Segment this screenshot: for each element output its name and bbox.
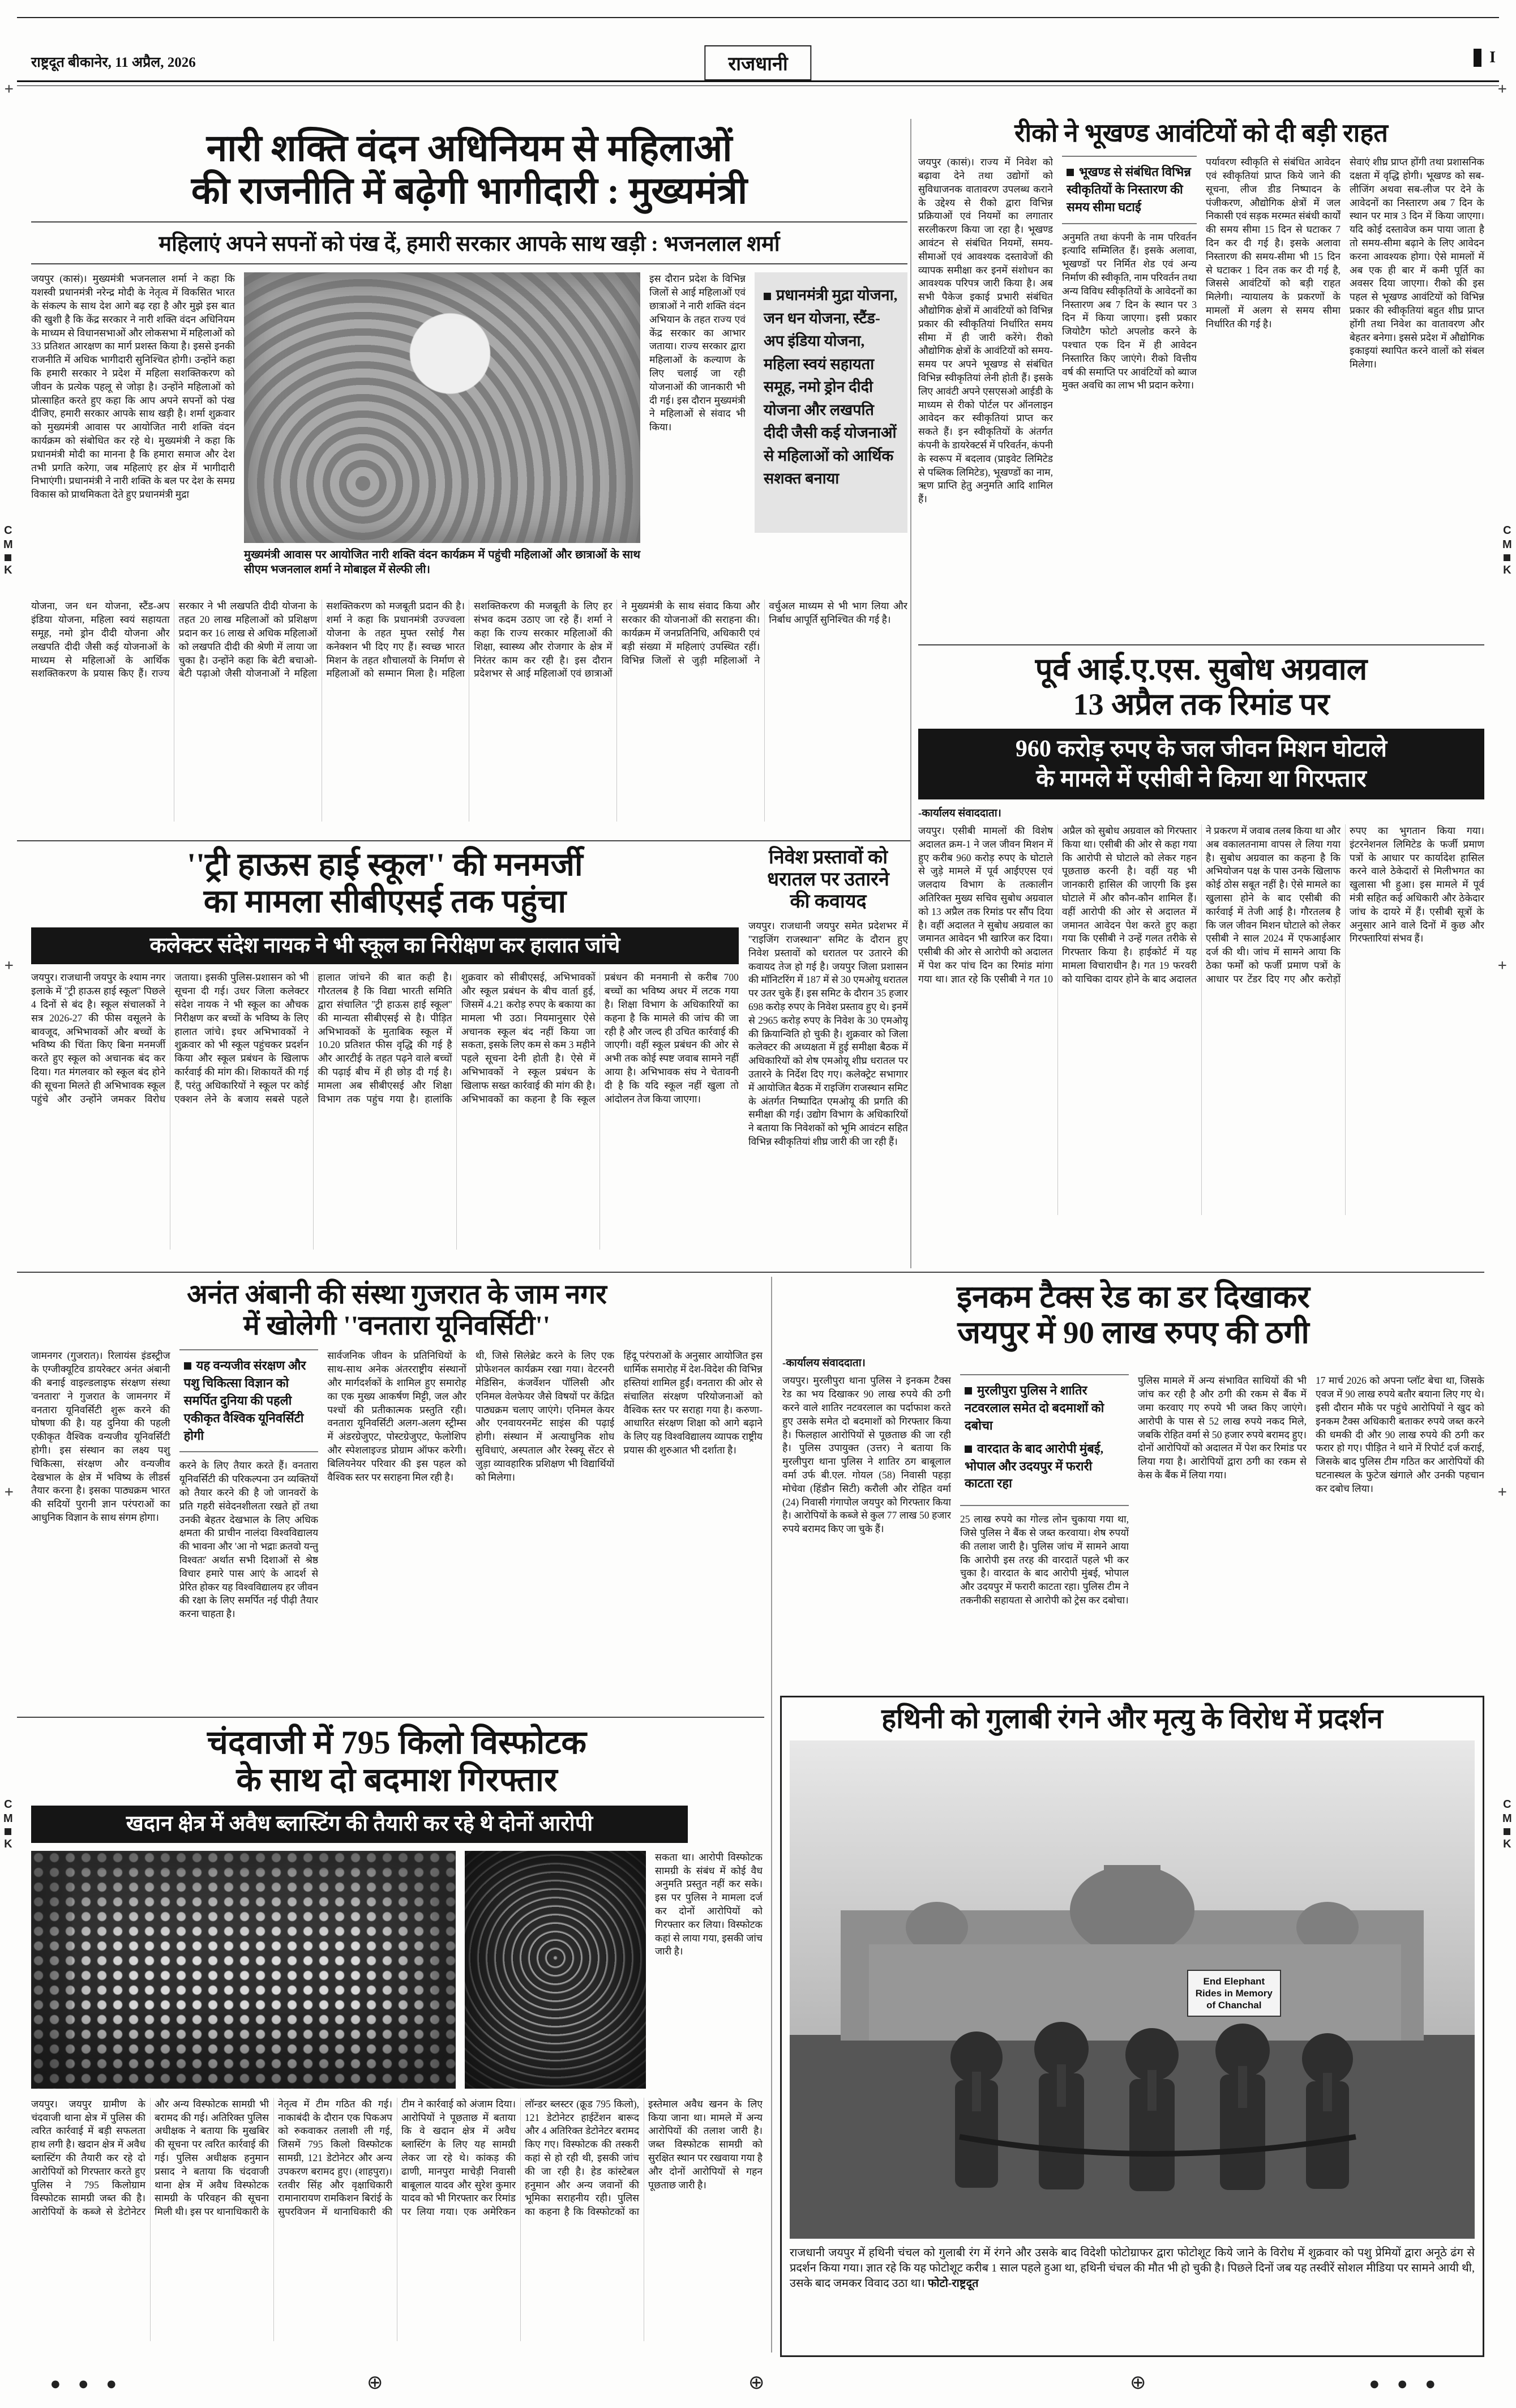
top-rule	[17, 17, 1499, 18]
body-column-text: अनुमति तथा कंपनी के नाम परिवर्तन इत्यादि सम्मिलित हैं। इसके अलावा, भूखण्डों पर निर्मित शेड एवं अन्य निर्माण की स्वीकृति, नाम परिवर्तन तथा अन्य विविध स्वीकृतियों के आवेदनों का निस्तारण अब 7 दिन के स्थान पर 3 दिन में किया जाएगा। इसी प्रकार जियोटैग फोटो अपलोड करने के पश्चात एक दिन में ही आवेदन निस्तारित किए जाएंगे। रीको वित्तीय वर्ष की समाप्ति पर आवंटियों को ब्याज मुक्त अवधि का लाभ भी प्रदान करेगा।	[1062, 231, 1197, 391]
article-tree-house	[31, 847, 739, 1267]
bullet-box: मुरलीपुरा पुलिस ने शातिर नटवरलाल समेत दो बदमाशों को दबोचा वारदात के बाद आरोपी मुंबई, भोपाल और उदयपुर में फरारी काटता रहा	[960, 1374, 1129, 1506]
body-column: 17 मार्च 2026 को अपना प्लॉट बेचा था, जिसके एवज में 90 लाख रुपये बतौर बयाना लिए गए थे। इसी दौरान मौके पर पहुंचे आरोपियों ने खुद को इनकम टैक्स अधिकारी बताकर रुपये जब्त करने की धमकी दी और 90 लाख रुपये की ठगी कर फरार हो गए। पीड़ित ने थाने में रिपोर्ट दर्ज कराई, जिसके बाद पुलिस टीम गठित कर आरोपियों की घटनास्थल के फुटेज खंगाले और उनकी पहचान कर दबोच लिया।	[1316, 1375, 1484, 1494]
bullet-square-icon	[764, 293, 771, 300]
registration-mark: ⊕	[1130, 2371, 1146, 2394]
protest-sign: End Elephant Rides in Memory of Chanchal	[1187, 1970, 1281, 2017]
body-column: थी, जिसे सिलेब्रेट करने के लिए एक प्रोफेशनल कार्यक्रम रखा गया। वेटरनरी मेडिसिन, कंजर्वेशन पॉलिसी और एनिमल वेलफेयर जैसे विषयों पर केंद्रित पाठ्यक्रम चलाए जाएंगे। एनिमल केयर और एनवायरनमेंट साइंस की पढ़ाई होगी। संस्थान में अत्याधुनिक शोध सुविधाएं, अस्पताल और रेस्क्यू सेंटर से जुड़ा व्यावहारिक प्रशिक्षण भी विद्यार्थियों को मिलेगा।	[475, 1350, 615, 1483]
body-bottom: योजना, जन धन योजना, स्टैंड-अप इंडिया योजना, महिला स्वयं सहायता समूह, नमो ड्रोन दीदी योजना और लखपति दीदी जैसी कई योजनाओं के माध्यम से महिलाओं के आर्थिक सशक्तिकरण के प्रयास किए हैं। राज्य सरकार ने भी लखपति दीदी योजना के तहत 20 लाख महिलाओं को प्रशिक्षण प्रदान कर 16 लाख से अधिक महिलाओं को लखपति दीदी की श्रेणी में लाया जा चुका है। उन्होंने कहा कि बेटी बचाओ-बेटी पढ़ाओ जैसी योजनाओं ने महिला सशक्तिकरण को मजबूती प्रदान की है। शर्मा ने कहा कि प्रधानमंत्री उज्ज्वला योजना के तहत मुफ्त रसोई गैस कनेक्शन भी दिए गए हैं। स्वच्छ भारत मिशन के तहत शौचालयों के निर्माण से महिलाओं को सम्मान मिला है। महिला सशक्तिकरण की मजबूती के लिए हर संभव कदम उठाए जा रहे हैं। शर्मा ने कहा कि राज्य सरकार महिलाओं की शिक्षा, स्वास्थ्य और रोजगार के क्षेत्र में निरंतर काम कर रही है। इस दौरान प्रदेशभर से आई महिलाओं एवं छात्राओं ने मुख्यमंत्री के साथ संवाद किया और सरकार की योजनाओं की सराहना की। कार्यक्रम में जनप्रतिनिधि, अधिकारी एवं बड़ी संख्या में महिलाएं उपस्थित रहीं। विभिन्न जिलों से जुड़ी महिलाओं ने वर्चुअल माध्यम से भी भाग लिया और निर्बाध आपूर्ति सुनिश्चित की गई है।	[31, 600, 907, 679]
photo-credit: फोटो-राष्ट्रदूत	[927, 2277, 979, 2290]
article-body: जयपुर। एसीबी मामलों की विशेष अदालत क्रम-1 ने जल जीवन मिशन में हुए करीब 960 करोड़ रुपए के घोटाले से जुड़े मामले में पूर्व आईएएस एवं जलदाय विभाग के तत्कालीन अतिरिक्त मुख्य सचिव सुबोध अग्रवाल को 13 अप्रैल तक रिमांड पर सौंप दिया है। वहीं अदालत ने सुबोध अग्रवाल का जमानत आवेदन भी खारिज कर दिया। एसीबी की ओर से आरोपी को अदालत में पेश कर पांच दिन का रिमांड मांगा गया था। ज्ञात रहे कि एसीबी ने गत 10 अप्रैल को सुबोध अग्रवाल को गिरफ्तार किया था। एसीबी की ओर से कहा गया कि आरोपी से घोटाले को लेकर गहन पूछताछ करनी है। वहीं यह भी जानकारी हासिल की जाएगी कि इस घोटाले में और कौन-कौन शामिल हैं। वहीं आरोपी की ओर से अदालत में जमानत आवेदन पेश करते हुए कहा गया कि एसीबी ने उन्हें गलत तरीके से गिरफ्तार किया है। हाईकोर्ट में यह मामला विचाराधीन है। गत 19 फरवरी को याचिका दायर होने के बाद अदालत ने प्रकरण में जवाब तलब किया था और अब वकालतनामा वापस ले लिया गया है। सुबोध अग्रवाल का कहना है कि अभियोजन पक्ष के पास उनके खिलाफ कोई ठोस सबूत नहीं है। ऐसे मामले का खुलासा होने के बाद एसीबी की कार्रवाई में तेजी आई है। गौरतलब है कि जल जीवन मिशन घोटाले को लेकर एसीबी ने साल 2024 में एफआईआर दर्ज की थी। जांच में सामने आया कि ठेका फर्मों को फर्जी प्रमाण पत्रों के आधार पर टेंडर दिए गए और करोड़ों रुपए का भुगतान किया गया। इंटरनेशनल लिमिटेड के फर्जी प्रमाण पत्रों के आधार पर कार्यादेश हासिल करने वाले ठेकेदारों से मिलीभगत का खुलासा भी हुआ। इस मामले में पूर्व मंत्री सहित कई अधिकारी और ठेकेदार जांच के दायरे में हैं। एसीबी सूत्रों के अनुसार आने वाले दिनों में कुछ और गिरफ्तारियां संभव हैं।	[918, 825, 1484, 985]
body-column: सकता था। आरोपी विस्फोटक सामग्री के संबंध में कोई वैध अनुमति प्रस्तुत नहीं कर सके। इस पर पुलिस ने मामला दर्ज कर दोनों आरोपियों को गिरफ्तार कर लिया। विस्फोटक कहां से लाया गया, इसकी जांच जारी है।	[655, 1851, 763, 1957]
section-divider	[918, 644, 1484, 645]
headline: इनकम टैक्स रेड का डर दिखाकर जयपुर में 90 लाख रुपए की ठगी	[957, 1280, 1310, 1350]
masthead-rule	[17, 80, 1499, 86]
footer-dots: ● ● ●	[51, 2378, 124, 2390]
headline: रीको ने भूखण्ड आवंटियों को दी बड़ी राहत	[1014, 119, 1388, 147]
article-vantara	[31, 1280, 763, 1690]
bullet-box: यह वन्यजीव संरक्षण और पशु चिकित्सा विज्ञान को समर्पित दुनिया की पहली एकीकृत वैश्विक यूनिवर्सिटी होगी	[179, 1349, 319, 1452]
body-column: पुलिस मामले में अन्य संभावित साथियों की भी जांच कर रही है और ठगी की रकम से बैंक में जमा करवाए गए रुपये भी जब्त किए जाएंगे। आरोपी के पास से 52 लाख रुपये नकद मिले, जबकि रोहित वर्मा से 50 हजार रुपये बरामद हुए। दोनों आरोपियों को अदालत में पेश कर रिमांड पर लिया गया है। आरोपियों द्वारा ठगी का रकम से केस के बैंक में लिया गया।	[1138, 1375, 1307, 1481]
headline: पूर्व आई.ए.एस. सुबोध अग्रवाल 13 अप्रैल तक रिमांड पर	[1035, 652, 1368, 721]
body-column: जयपुर (कासं)। राज्य में निवेश को बढ़ावा देने तथा उद्योगों को सुविधाजनक वातावरण उपलब्ध कराने के उद्देश्य से रीको द्वारा विभिन्न प्रक्रियाओं एवं नियमों का लगातार सरलीकरण किया जा रहा है। भूखण्ड आवंटन से संबंधित नियमों, समय-सीमाओं एवं आवश्यक दस्तावेजों की व्यापक समीक्षा कर इनमें संशोधन का आवश्यक परिपत्र जारी किया है। अब सभी पैकेज इकाई प्रभारी संबंधित औद्योगिक क्षेत्रों में आवंटियों को विभिन्न प्रकार की स्वीकृतियां निर्धारित समय सीमा में ही जारी करेंगे। रीको औद्योगिक क्षेत्रों के आवंटियों को समय-समय पर अपने भूखण्ड से संबंधित विभिन्न स्वीकृतियां लेनी होती हैं। इसके लिए आवंटी अपने एसएसओ आईडी के माध्यम से रीको पोर्टल पर ऑनलाइन आवेदन कर स्वीकृतियां प्राप्त कर सकते हैं। इन स्वीकृतियों के अंतर्गत कंपनी के डायरेक्टर्स में परिवर्तन, कंपनी के स्वरूप में बदलाव (प्राइवेट लिमिटेड से पब्लिक लिमिटेड), भूखण्डों का नाम, ऋण प्राप्ति हेतु अनुमति आदि शामिल हैं।	[918, 156, 1053, 505]
footer-dots: ● ● ●	[1370, 2378, 1443, 2390]
explosives-photo	[31, 1851, 456, 2089]
body-column	[1062, 156, 1197, 631]
headline: निवेश प्रस्तावों को धरातल पर उतारने की कवायद	[767, 847, 889, 912]
body-column: जयपुर। मुरलीपुरा थाना पुलिस ने इनकम टैक्स रेड का भय दिखाकर 90 लाख रुपये की ठगी करने वाले शातिर नटवरलाल का पर्दाफाश करते हुए उसके समेत दो बदमाशों को गिरफ्तार किया है। फिलहाल आरोपियों से पूछताछ की जा रही है। पुलिस उपायुक्त (उत्तर) ने बताया कि मुरलीपुरा थाना पुलिस ने शातिर ठग बाबूलाल वर्मा उर्फ बी.एल. गोयल (58) निवासी पहड़ा मोचेवा (हिंडौन सिटी) करौली और रोहित वर्मा (24) निवासी गंगापोल जयपुर को गिरफ्तार किया है। आरोपियों के कब्जे से कुल 77 लाख 50 हजार रुपये बरामद किए जा चुके हैं।	[782, 1375, 951, 1535]
cmk-mark: C M K	[3, 1798, 13, 1850]
page-mark: I	[1474, 49, 1496, 67]
body-column: सार्वजनिक जीवन के प्रतिनिधियों के साथ-साथ अनेक अंतरराष्ट्रीय संस्थानों और मार्गदर्शकों के शामिल हुए समारोह का एक मुख्य आकर्षण मिट्टी, जल और पश्चों की प्रतीकात्मक प्रस्तुति रही। वनतारा यूनिवर्सिटी अलग-अलग स्ट्रीम्स में अंडरग्रेजुएट, पोस्टग्रेजुएट, फेलोशिप और स्पेशलाइज्ड प्रोग्राम ऑफर करेगी। बिलियनेयर परिवार की इस पहल को वैश्विक स्तर पर सराहना मिल रही है।	[327, 1350, 466, 1483]
bullet-square-icon	[184, 1362, 191, 1370]
headline: अनंत अंबानी की संस्था गुजरात के जाम नगर में खोलेगी ''वनतारा यूनिवर्सिटी''	[187, 1280, 607, 1341]
photo-block	[244, 272, 640, 591]
body-column	[179, 1349, 319, 1672]
crop-mark: +	[1498, 80, 1507, 97]
subheadline: महिलाएं अपने सपनों को पंख दें, हमारी सरकार आपके साथ खड़ी : भजनलाल शर्मा	[31, 221, 907, 264]
highlight-box-wrap	[755, 272, 907, 591]
body-column: सेवाएं शीघ्र प्राप्त होंगी तथा प्रशासनिक दक्षता में वृद्धि होगी। भूखण्ड को सब-लीजिंग अथवा सब-लीज पर देने के आवेदनों का निस्तारण अब 7 दिन के स्थान पर मात्र 3 दिन में किया जाएगा। यदि कोई दस्तावेज कम पाया जाता है तो समय-सीमा बढ़ाने के लिए आवेदन करना आवश्यक होगा। ऐसे मामलों में अब एक ही बार में कमी पूर्ति का अवसर दिया जाएगा। रीको की इस पहल से भूखण्ड आवंटियों को विभिन्न प्रकार की स्वीकृतियां बहुत शीघ्र प्राप्त होंगी तथा निवेश का वातावरण और बेहतर बनेगा। इससे प्रदेश में औद्योगिक इकाइयां स्थापित करने वालों को संबल मिलेगा।	[1350, 156, 1484, 370]
section-label: राजधानी	[704, 45, 811, 80]
crop-mark: +	[1498, 957, 1507, 974]
masthead-date: राष्ट्रदूत बीकानेर, 11 अप्रैल, 2026	[31, 55, 196, 70]
section-divider	[17, 1717, 764, 1718]
detonator-wires-photo	[465, 1851, 646, 2089]
crop-mark: +	[5, 80, 14, 97]
bullet-square-icon	[1067, 169, 1074, 176]
body-column: जामनगर (गुजरात)। रिलायंस इंडस्ट्रीज के एग्जीक्यूटिव डायरेक्टर अनंत अंबानी की बनाई वाइल्डलाइफ संरक्षण संस्था 'वनतारा' ने गुजरात के जामनगर में वनतारा यूनिवर्सिटी शुरू करने की घोषणा की है। यह दुनिया की पहली एकीकृत वैश्विक वन्यजीव यूनिवर्सिटी होगी। इस संस्थान का लक्ष्य पशु चिकित्सा, संरक्षण और वन्यजीव देखभाल के क्षेत्र में भविष्य के लीडर्स तैयार करना है। इसका पाठ्यक्रम भारत की सदियों पुरानी ज्ञान परंपराओं का आधुनिक विज्ञान के साथ संगम होगा।	[31, 1350, 170, 1523]
photo-caption	[790, 2246, 1475, 2291]
crowd-selfie-photo	[244, 272, 640, 543]
article-hathini-protest	[780, 1696, 1484, 2357]
body-column: पर्यावरण स्वीकृति से संबंधित आवेदन एवं स्वीकृतियां प्राप्त किये जाने की सूचना, लीज डीड निष्पादन के पंजीकरण, औद्योगिक क्षेत्रों में जल निकासी एवं सड़क मरम्मत संबंधी कार्यों की समय सीमा 15 दिन से घटाकर 7 दिन कर दी गई है। इसके अलावा निस्तारण की समय-सीमा भी 15 दिन से घटाकर 1 दिन तक कर दी गई है, जिससे आवंटियों को बड़ी राहत मिलेगी। न्यायालय के प्रकरणों के मामलों में अलग से समय सीमा निर्धारित की गई है।	[1206, 156, 1341, 330]
crop-mark: +	[1498, 1483, 1507, 1500]
registration-mark: ⊕	[367, 2371, 383, 2394]
body-column: जयपुर (कासं)। मुख्यमंत्री भजनलाल शर्मा ने कहा कि यशस्वी प्रधानमंत्री नरेन्द्र मोदी के नेतृत्व में विकसित भारत के संकल्प के साथ देश आगे बढ़ रहा है और मुझे इस बात की खुशी है कि केंद्र सरकार ने नारी शक्ति वंदन अधिनियम के माध्यम से विधानसभाओं और लोकसभा में महिलाओं को 33 प्रतिशत आरक्षण का मार्ग प्रशस्त किया है। इससे इनकी राजनीति में अधिक भागीदारी सुनिश्चित होगी। उन्होंने कहा कि हमारी सरकार ने प्रदेश में महिला सशक्तिकरण को जीवन के प्रत्येक पहलू से जोड़ा है। उन्होंने महिलाओं को प्रोत्साहित करते हुए कहा कि आप अपने सपनों को पंख दीजिए, हमारी सरकार आपके साथ खड़ी है। शर्मा शुक्रवार को मुख्यमंत्री आवास पर आयोजित नारी शक्ति वंदन कार्यक्रम को संबोधित कर रहे थे। मुख्यमंत्री ने कहा कि प्रधानमंत्री मोदी का मानना है कि हमारा समाज और देश तभी प्रगति करेगा, जब महिलाएं हर क्षेत्र में भागीदारी निभाएंगी। प्रधानमंत्री ने नारी शक्ति के बल पर देश के समग्र विकास को प्राथमिकता देते हुए प्रधानमंत्री मुद्रा	[31, 273, 235, 501]
registration-mark: ⊕	[748, 2371, 765, 2394]
byline: -कार्यालय संवाददाता।	[782, 1357, 866, 1370]
article-nari-shakti	[31, 127, 907, 836]
article-body: जयपुर। राजधानी जयपुर के श्याम नगर इलाके में ''ट्री हाऊस हाई स्कूल'' पिछले 4 दिनों से बंद है। स्कूल संचालकों ने सत्र 2026-27 की फीस वसूलने के बावजूद, अभिभावकों और बच्चों के भविष्य की चिंता किए बिना मनमर्जी करते हुए स्कूल को अचानक बंद कर दिया। गत मंगलवार को स्कूल बंद होने की सूचना मिलते ही अभिभावक स्कूल पहुंचे और उन्होंने जमकर विरोध जताया। इसकी पुलिस-प्रशासन को भी सूचना दी गई। उधर जिला कलेक्टर संदेश नायक ने भी स्कूल का औचक निरीक्षण कर बच्चों के भविष्य के लिए हालात जांचे। इधर अभिभावकों ने शुक्रवार को भी स्कूल पहुंचकर प्रदर्शन किया और स्कूल प्रबंधन के खिलाफ कार्रवाई की मांग की। शिकायतें की गई हैं, परंतु अधिकारियों ने स्कूल पर कोई एक्शन लेने के बजाय सबसे पहले हालात जांचने की बात कही है। गौरतलब है कि विद्या भारती समिति द्वारा संचालित ''ट्री हाऊस हाई स्कूल'' की मान्यता सीबीएसई से है। पीड़ित अभिभावकों के मुताबिक स्कूल में 10.20 प्रतिशत फीस वृद्धि की गई है और आरटीई के तहत पढ़ने वाले बच्चों की पढ़ाई बीच में ही छोड़ दी गई है। मामला अब सीबीएसई और शिक्षा विभाग तक पहुंच गया है। हालांकि शुक्रवार को सीबीएसई, अभिभावकों और स्कूल प्रबंधन के बीच वार्ता हुई, जिसमें 4.21 करोड़ रुपए के बकाया का मामला भी उठा। नियमानुसार ऐसे अचानक स्कूल बंद नहीं किया जा सकता, इसके लिए कम से कम 3 महीने पहले सूचना देनी होती है। ऐसे में अभिभावकों ने स्कूल प्रबंधन के खिलाफ सख्त कार्रवाई की मांग की है। अभिभावकों का कहना है कि स्कूल प्रबंधन की मनमानी से करीब 700 बच्चों का भविष्य अधर में लटक गया है। शिक्षा विभाग के अधिकारियों का कहना है कि मामले की जांच की जा रही है और जल्द ही उचित कार्रवाई की जाएगी। वहीं स्कूल प्रबंधन की ओर से अभी तक कोई स्पष्ट जवाब सामने नहीं आया है। अभिभावक संघ ने चेतावनी दी है कि यदि स्कूल नहीं खुला तो आंदोलन तेज किया जाएगा।	[31, 972, 739, 1105]
highlight-box	[755, 272, 907, 533]
article-income-tax	[782, 1280, 1484, 1686]
photo-caption: मुख्यमंत्री आवास पर आयोजित नारी शक्ति वंदन कार्यक्रम में पहुंची महिलाओं और छात्राओं के साथ सीएम भजनलाल शर्मा ने मोबाइल में सेल्फी ली।	[244, 549, 640, 576]
bullet-square-icon	[965, 1387, 972, 1395]
article-riico	[918, 119, 1484, 640]
article-body: जयपुर। राजधानी जयपुर समेत प्रदेशभर में ''राइजिंग राजस्थान'' समिट के दौरान हुए निवेश प्रस्तावों को धरातल पर उतारने की कवायद तेज हो गई है। जयपुर जिला प्रशासन की मॉनिटरिंग में 187 में से 30 एमओयू धरातल पर उतर चुके हैं। इस समिट के दौरान 35 हजार 698 करोड़ रुपए के निवेश प्रस्ताव हुए थे। इनमें से 2965 करोड़ रुपए के निवेश के 30 एमओयू की क्रियान्विति हो चुकी है। शुक्रवार को जिला कलेक्टर की अध्यक्षता में हुई समीक्षा बैठक में अधिकारियों को शेष एमओयू शीघ्र धरातल पर उतारने के निर्देश दिए गए। कलेक्ट्रेट सभागार में आयोजित बैठक में राइजिंग राजस्थान समिट के अंतर्गत निष्पादित एमओयू की प्रगति की समीक्षा की गई। उद्योग विभाग के अधिकारियों ने बताया कि निवेशकों को भूमि आवंटन सहित विभिन्न स्वीकृतियां शीघ्र जारी की जा रही हैं।	[748, 920, 908, 1147]
kicker-bar: खदान क्षेत्र में अवैध ब्लास्टिंग की तैयारी कर रहे थे दोनों आरोपी	[31, 1806, 688, 1843]
body-column	[960, 1374, 1129, 1669]
bullet-square-icon	[965, 1445, 972, 1453]
bullet-box: भूखण्ड से संबंधित विभिन्न स्वीकृतियों के निस्तारण की समय सीमा घटाई	[1062, 156, 1197, 224]
body-column: इस दौरान प्रदेश के विभिन्न जिलों से आई महिलाओं एवं छात्राओं ने नारी शक्ति वंदन अभियान के तहत राज्य एवं केंद्र सरकार का आभार जताया। राज्य सरकार द्वारा महिलाओं के कल्याण के लिए चलाई जा रही योजनाओं की जानकारी भी दी गई। इस दौरान मुख्यमंत्री ने महिलाओं से संवाद भी किया।	[649, 273, 746, 433]
protest-photo-art	[790, 1740, 1475, 2239]
crop-mark: +	[5, 957, 14, 974]
body-column: हिंदू परंपराओं के अनुसार आयोजित इस धार्मिक समारोह में देश-विदेश की विभिन्न हस्तियां शामिल हुईं। वनतारा की ओर से संचालित संरक्षण परियोजनाओं को वैश्विक स्तर पर सराहा गया है। करुणा-आधारित संरक्षण शिक्षा को आगे बढ़ाने के लिए यह विश्वविद्यालय व्यापक राष्ट्रीय प्रयास की शुरुआत भी दर्शाता है।	[623, 1350, 763, 1456]
highlight-text: प्रधानमंत्री मुद्रा योजना, जन धन योजना, स्टैंड-अप इंडिया योजना, महिला स्वयं सहायता समूह, नमो ड्रोन दीदी योजना और लखपति दीदी जैसी कई योजनाओं से महिलाओं को आर्थिक सशक्त बनाया	[764, 286, 898, 487]
headline: ''ट्री हाऊस हाई स्कूल'' की मनमर्जी का मामला सीबीएसई तक पहुंचा	[187, 847, 583, 919]
body-column-text: 25 लाख रुपये का गोल्ड लोन चुकाया गया था, जिसे पुलिस ने बैंक से जब्त करवाया। शेष रुपयों की तलाश जारी है। पुलिस जांच में सामने आया कि आरोपी इस तरह की वारदातें पहले भी कर चुका है। वारदात के बाद आरोपी मुंबई, भोपाल और उदयपुर में फरारी काटता रहा। पुलिस टीम ने तकनीकी सहायता से आरोपी को ट्रेस कर दबोचा।	[960, 1513, 1129, 1606]
article-nivesh	[748, 847, 908, 1267]
kicker-bar: कलेक्टर संदेश नायक ने भी स्कूल का निरीक्षण कर हालात जांचे	[31, 927, 739, 965]
section-divider	[17, 1272, 1484, 1273]
headline: नारी शक्ति वंदन अधिनियम से महिलाओं की राजनीति में बढ़ेगी भागीदारी : मुख्यमंत्री	[191, 128, 748, 212]
cmk-mark: C M K	[1502, 524, 1512, 576]
caption-text: राजधानी जयपुर में हथिनी चंचल को गुलाबी रंग में रंगने और उसके बाद विदेशी फोटोग्राफर द्वारा फोटोशूट किये जाने के विरोध में शुक्रवार को पशु प्रेमियों द्वारा अनूठे ढंग से प्रदर्शन किया गया। ज्ञात रहे कि यह फोटोशूट करीब 1 साल पहले हुआ था, हथिनी चंचल की मौत भी हो चुकी है। पिछले दिनों जब यह तस्वीरें सोशल मीडिया पर सामने आयी थी, उसके बाद जमकर विवाद उठा था।	[790, 2246, 1475, 2290]
body-column-text: करने के लिए तैयार करते हैं। वनतारा यूनिवर्सिटी की परिकल्पना उन व्यक्तियों को तैयार करने की है जो जानवरों के प्रति गहरी संवेदनशीलता रखते हों तथा उनकी बेहतर देखभाल के लिए अधिक क्षमता की प्राचीन नालंदा विश्वविद्यालय की भावना और 'आ नो भद्राः क्रतवो यन्तु विश्वतः' अर्थात सभी दिशाओं से श्रेष्ठ विचार हमारे पास आएं के आदर्श से प्रेरित होकर यह विश्वविद्यालय हर जीवन की रक्षा के लिए समर्पित नई पीढ़ी तैयार करना चाहता है।	[179, 1460, 319, 1620]
protest-photo	[790, 1740, 1475, 2239]
article-chandwaji	[31, 1724, 763, 2355]
crop-mark: +	[5, 1483, 14, 1500]
article-body: जयपुर। जयपुर ग्रामीण के चंदवाजी थाना क्षेत्र में पुलिस की त्वरित कार्रवाई में बड़ी सफलता हाथ लगी है। खदान क्षेत्र में अवैध ब्लास्टिंग की तैयारी कर रहे दो आरोपियों को गिरफ्तार करते हुए पुलिस ने 795 किलोग्राम विस्फोटक सामग्री जब्त की है। आरोपियों के कब्जे से डेटोनेटर और अन्य विस्फोटक सामग्री भी बरामद की गई। अतिरिक्त पुलिस अधीक्षक ने बताया कि मुखबिर की सूचना पर त्वरित कार्रवाई की गई। पुलिस अधीक्षक हनुमान प्रसाद ने बताया कि चंदवाजी थाना क्षेत्र में अवैध विस्फोटक सामग्री के परिवहन की सूचना मिली थी। इस पर थानाधिकारी के नेतृत्व में टीम गठित की गई। नाकाबंदी के दौरान एक पिकअप को रुकवाकर तलाशी ली गई, जिसमें 795 किलो विस्फोटक सामग्री, 121 डेटोनेटर और अन्य उपकरण बरामद हुए। (शाहपुरा)। रतवीर सिंह और वृक्षाधिकारी रामानारायण रामकिशन बिरांई के सुपरविजन में थानाधिकारी की टीम ने कार्रवाई को अंजाम दिया। आरोपियों ने पूछताछ में बताया कि वे खदान क्षेत्र में अवैध ब्लास्टिंग के लिए यह सामग्री लेकर जा रहे थे। कांकड़ की ढाणी, मानपुरा माचेड़ी निवासी बाबूलाल यादव और सुरेश कुमार यादव को भी गिरफ्तार कर रिमांड पर लिया गया। एक अमेरिकन लॉन्डर ब्लस्टर (क्रूड 795 किलो), 121 डेटोनेटर हाईटेंशन बारूद और 4 अतिरिक्त डेटोनेटर बरामद किए गए। विस्फोटक की तस्करी कहां से हो रही थी, इसकी जांच की जा रही है। हेड कांस्टेबल हनुमान और अन्य जवानों की भूमिका सराहनीय रही। पुलिस का कहना है कि विस्फोटकों का इस्तेमाल अवैध खनन के लिए किया जाना था। मामले में अन्य आरोपियों की तलाश जारी है। जब्त विस्फोटक सामग्री को सुरक्षित स्थान पर रखवाया गया है और दोनों आरोपियों से गहन पूछताछ जारी है।	[31, 2098, 763, 2218]
cmk-mark: C M K	[1502, 1798, 1512, 1850]
headline: चंदवाजी में 795 किलो विस्फोटक के साथ दो बदमाश गिरफ्तार	[207, 1724, 586, 1799]
article-subodh-agrawal	[918, 652, 1484, 1267]
column-divider	[771, 1277, 772, 2353]
cmk-mark: C M K	[3, 524, 13, 576]
column-divider	[910, 119, 911, 1268]
headline: हथिनी को गुलाबी रंगने और मृत्यु के विरोध में प्रदर्शन	[881, 1703, 1383, 1734]
byline: -कार्यालय संवाददाता।	[918, 807, 1001, 820]
kicker-bar: 960 करोड़ रुपए के जल जीवन मिशन घोटाले के मामले में एसीबी ने किया था गिरफ्तार	[918, 729, 1484, 799]
section-divider	[17, 840, 910, 841]
